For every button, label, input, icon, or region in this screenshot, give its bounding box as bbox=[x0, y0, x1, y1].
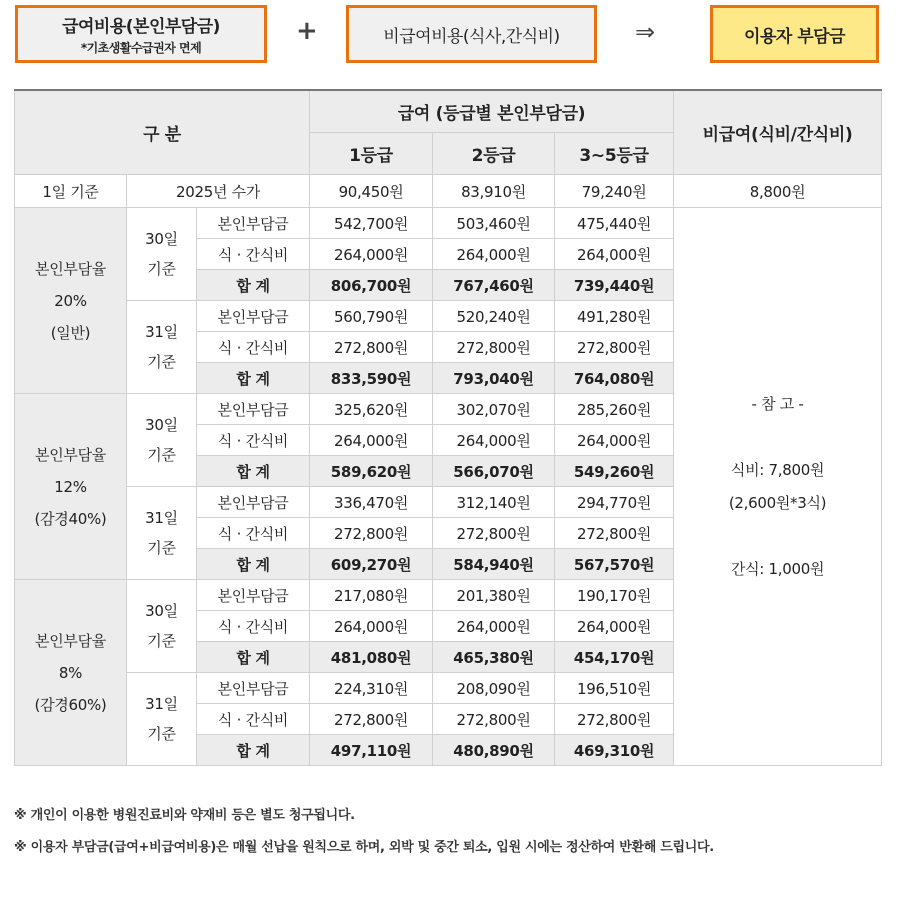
arrow-right-icon: ⇒ bbox=[635, 18, 656, 46]
daily-fee-year: 2025년 수가 bbox=[127, 175, 310, 208]
reference-spacer bbox=[674, 421, 881, 454]
total-value: 566,070원 bbox=[433, 456, 555, 487]
copay-value: 560,790원 bbox=[310, 301, 433, 332]
user-charge-box bbox=[710, 5, 879, 63]
period-label-line: 기준 bbox=[147, 260, 176, 278]
group-label-line: (일반) bbox=[50, 323, 91, 342]
total-row-label: 합 계 bbox=[197, 735, 310, 766]
copay-cost-label: 급여비용(본인부담금) bbox=[62, 17, 220, 37]
copay-value: 312,140원 bbox=[433, 487, 555, 518]
period-label-line: 30일 bbox=[145, 602, 178, 620]
meal-value: 272,800원 bbox=[555, 704, 674, 735]
period-label bbox=[127, 673, 197, 766]
group-label-line: (감경40%) bbox=[34, 509, 107, 528]
total-value: 465,380원 bbox=[433, 642, 555, 673]
daily-grade2: 83,910원 bbox=[433, 175, 555, 208]
group-label-line: 본인부담율 bbox=[35, 259, 106, 278]
copay-value: 285,260원 bbox=[555, 394, 674, 425]
benefit-header: 급여 (등급별 본인부담금) bbox=[310, 90, 674, 133]
meal-value: 272,800원 bbox=[310, 704, 433, 735]
total-value: 764,080원 bbox=[555, 363, 674, 394]
copay-value: 224,310원 bbox=[310, 673, 433, 704]
meal-row-label: 식 · 간식비 bbox=[197, 704, 310, 735]
snack-cost: 간식: 1,000원 bbox=[730, 559, 825, 578]
group-label-line: (감경60%) bbox=[34, 695, 107, 714]
total-value: 739,440원 bbox=[555, 270, 674, 301]
group-label bbox=[15, 394, 127, 580]
total-row-label: 합 계 bbox=[197, 270, 310, 301]
copay-row-label: 본인부담금 bbox=[197, 673, 310, 704]
exemption-note: *기초생활수급권자 면제 bbox=[80, 41, 202, 55]
group-label-line: 본인부담율 bbox=[35, 445, 106, 464]
copay-row-label: 본인부담금 bbox=[197, 208, 310, 239]
meal-row-label: 식 · 간식비 bbox=[197, 518, 310, 549]
nonbenefit-cost-box bbox=[346, 5, 597, 63]
period-label-line: 기준 bbox=[147, 353, 176, 371]
group-label-line: 본인부담율 bbox=[35, 631, 106, 650]
meal-value: 264,000원 bbox=[310, 239, 433, 270]
copay-value: 217,080원 bbox=[310, 580, 433, 611]
copay-value: 208,090원 bbox=[433, 673, 555, 704]
meal-row-label: 식 · 간식비 bbox=[197, 611, 310, 642]
meal-value: 264,000원 bbox=[555, 239, 674, 270]
meal-value: 272,800원 bbox=[310, 518, 433, 549]
fee-table bbox=[14, 89, 882, 766]
reference-note bbox=[674, 208, 882, 766]
total-value: 609,270원 bbox=[310, 549, 433, 580]
notes bbox=[14, 804, 714, 868]
copay-value: 201,380원 bbox=[433, 580, 555, 611]
copay-value: 491,280원 bbox=[555, 301, 674, 332]
total-value: 497,110원 bbox=[310, 735, 433, 766]
meal-value: 272,800원 bbox=[555, 332, 674, 363]
daily-row bbox=[15, 175, 882, 208]
copay-row-label: 본인부담금 bbox=[197, 301, 310, 332]
meal-value: 264,000원 bbox=[433, 425, 555, 456]
copay-value: 336,470원 bbox=[310, 487, 433, 518]
plus-sign: + bbox=[296, 16, 318, 46]
copay-cost-box bbox=[15, 5, 267, 63]
period-label-line: 기준 bbox=[147, 725, 176, 743]
nonbenefit-cost-label: 비급여비용(식사,간식비) bbox=[383, 26, 560, 47]
daily-grade3: 79,240원 bbox=[555, 175, 674, 208]
copay-row-label: 본인부담금 bbox=[197, 487, 310, 518]
period-label bbox=[127, 394, 197, 487]
copay-value: 190,170원 bbox=[555, 580, 674, 611]
period-label-line: 기준 bbox=[147, 632, 176, 650]
period-label-line: 기준 bbox=[147, 446, 176, 464]
total-value: 806,700원 bbox=[310, 270, 433, 301]
total-value: 589,620원 bbox=[310, 456, 433, 487]
user-charge-label: 이용자 부담금 bbox=[744, 26, 845, 47]
total-value: 767,460원 bbox=[433, 270, 555, 301]
period-label-line: 31일 bbox=[145, 509, 178, 527]
grade3-header: 3~5등급 bbox=[555, 133, 674, 175]
total-value: 833,590원 bbox=[310, 363, 433, 394]
meal-value: 272,800원 bbox=[433, 704, 555, 735]
copay-value: 294,770원 bbox=[555, 487, 674, 518]
group-label-line: 8% bbox=[58, 663, 83, 682]
meal-value: 264,000원 bbox=[433, 611, 555, 642]
copay-value: 196,510원 bbox=[555, 673, 674, 704]
group-label-line: 12% bbox=[54, 477, 87, 496]
copay-value: 520,240원 bbox=[433, 301, 555, 332]
total-value: 480,890원 bbox=[433, 735, 555, 766]
copay-value: 475,440원 bbox=[555, 208, 674, 239]
total-value: 481,080원 bbox=[310, 642, 433, 673]
period-label bbox=[127, 580, 197, 673]
group-label bbox=[15, 208, 127, 394]
meal-value: 264,000원 bbox=[310, 425, 433, 456]
period-label-line: 30일 bbox=[145, 416, 178, 434]
total-value: 567,570원 bbox=[555, 549, 674, 580]
copay-row-label: 본인부담금 bbox=[197, 394, 310, 425]
meal-value: 264,000원 bbox=[555, 611, 674, 642]
period-label-line: 31일 bbox=[145, 695, 178, 713]
daily-grade1: 90,450원 bbox=[310, 175, 433, 208]
period-label-line: 기준 bbox=[147, 539, 176, 557]
group-label bbox=[15, 580, 127, 766]
period-label bbox=[127, 487, 197, 580]
meal-value: 272,800원 bbox=[433, 332, 555, 363]
period-label-line: 30일 bbox=[145, 230, 178, 248]
meal-value: 264,000원 bbox=[433, 239, 555, 270]
note-2: ※ 이용자 부담금(급여+비급여비용)은 매월 선납을 원칙으로 하며, 외박 및 중간 퇴소, 입원 시에는 정산하여 반환해 드립니다. bbox=[14, 840, 714, 855]
total-value: 584,940원 bbox=[433, 549, 555, 580]
daily-label: 1일 기준 bbox=[15, 175, 127, 208]
copay-value: 503,460원 bbox=[433, 208, 555, 239]
table-row bbox=[15, 208, 882, 239]
meal-value: 272,800원 bbox=[555, 518, 674, 549]
reference-spacer bbox=[674, 520, 881, 553]
total-row-label: 합 계 bbox=[197, 363, 310, 394]
total-row-label: 합 계 bbox=[197, 549, 310, 580]
copay-row-label: 본인부담금 bbox=[197, 580, 310, 611]
total-value: 549,260원 bbox=[555, 456, 674, 487]
total-value: 469,310원 bbox=[555, 735, 674, 766]
total-value: 454,170원 bbox=[555, 642, 674, 673]
total-row-label: 합 계 bbox=[197, 456, 310, 487]
nonbenefit-header: 비급여(식비/간식비) bbox=[674, 90, 882, 175]
copay-value: 302,070원 bbox=[433, 394, 555, 425]
period-label bbox=[127, 208, 197, 301]
meal-value: 264,000원 bbox=[310, 611, 433, 642]
period-label-line: 31일 bbox=[145, 323, 178, 341]
note-1: ※ 개인이 이용한 병원진료비와 약재비 등은 별도 청구됩니다. bbox=[14, 808, 355, 823]
meal-row-label: 식 · 간식비 bbox=[197, 332, 310, 363]
meal-cost: 식비: 7,800원 bbox=[730, 460, 825, 479]
copay-value: 325,620원 bbox=[310, 394, 433, 425]
meal-value: 264,000원 bbox=[555, 425, 674, 456]
group-label-line: 20% bbox=[54, 291, 87, 310]
copay-value: 542,700원 bbox=[310, 208, 433, 239]
total-value: 793,040원 bbox=[433, 363, 555, 394]
meal-row-label: 식 · 간식비 bbox=[197, 425, 310, 456]
daily-nonbenefit: 8,800원 bbox=[674, 175, 882, 208]
grade1-header: 1등급 bbox=[310, 133, 433, 175]
header-row-1 bbox=[15, 90, 882, 133]
period-label bbox=[127, 301, 197, 394]
meal-row-label: 식 · 간식비 bbox=[197, 239, 310, 270]
meal-value: 272,800원 bbox=[310, 332, 433, 363]
meal-calc: (2,600원*3식) bbox=[728, 493, 827, 512]
grade2-header: 2등급 bbox=[433, 133, 555, 175]
category-header: 구 분 bbox=[15, 90, 310, 175]
meal-value: 272,800원 bbox=[433, 518, 555, 549]
reference-title: - 참 고 - bbox=[751, 394, 804, 413]
total-row-label: 합 계 bbox=[197, 642, 310, 673]
